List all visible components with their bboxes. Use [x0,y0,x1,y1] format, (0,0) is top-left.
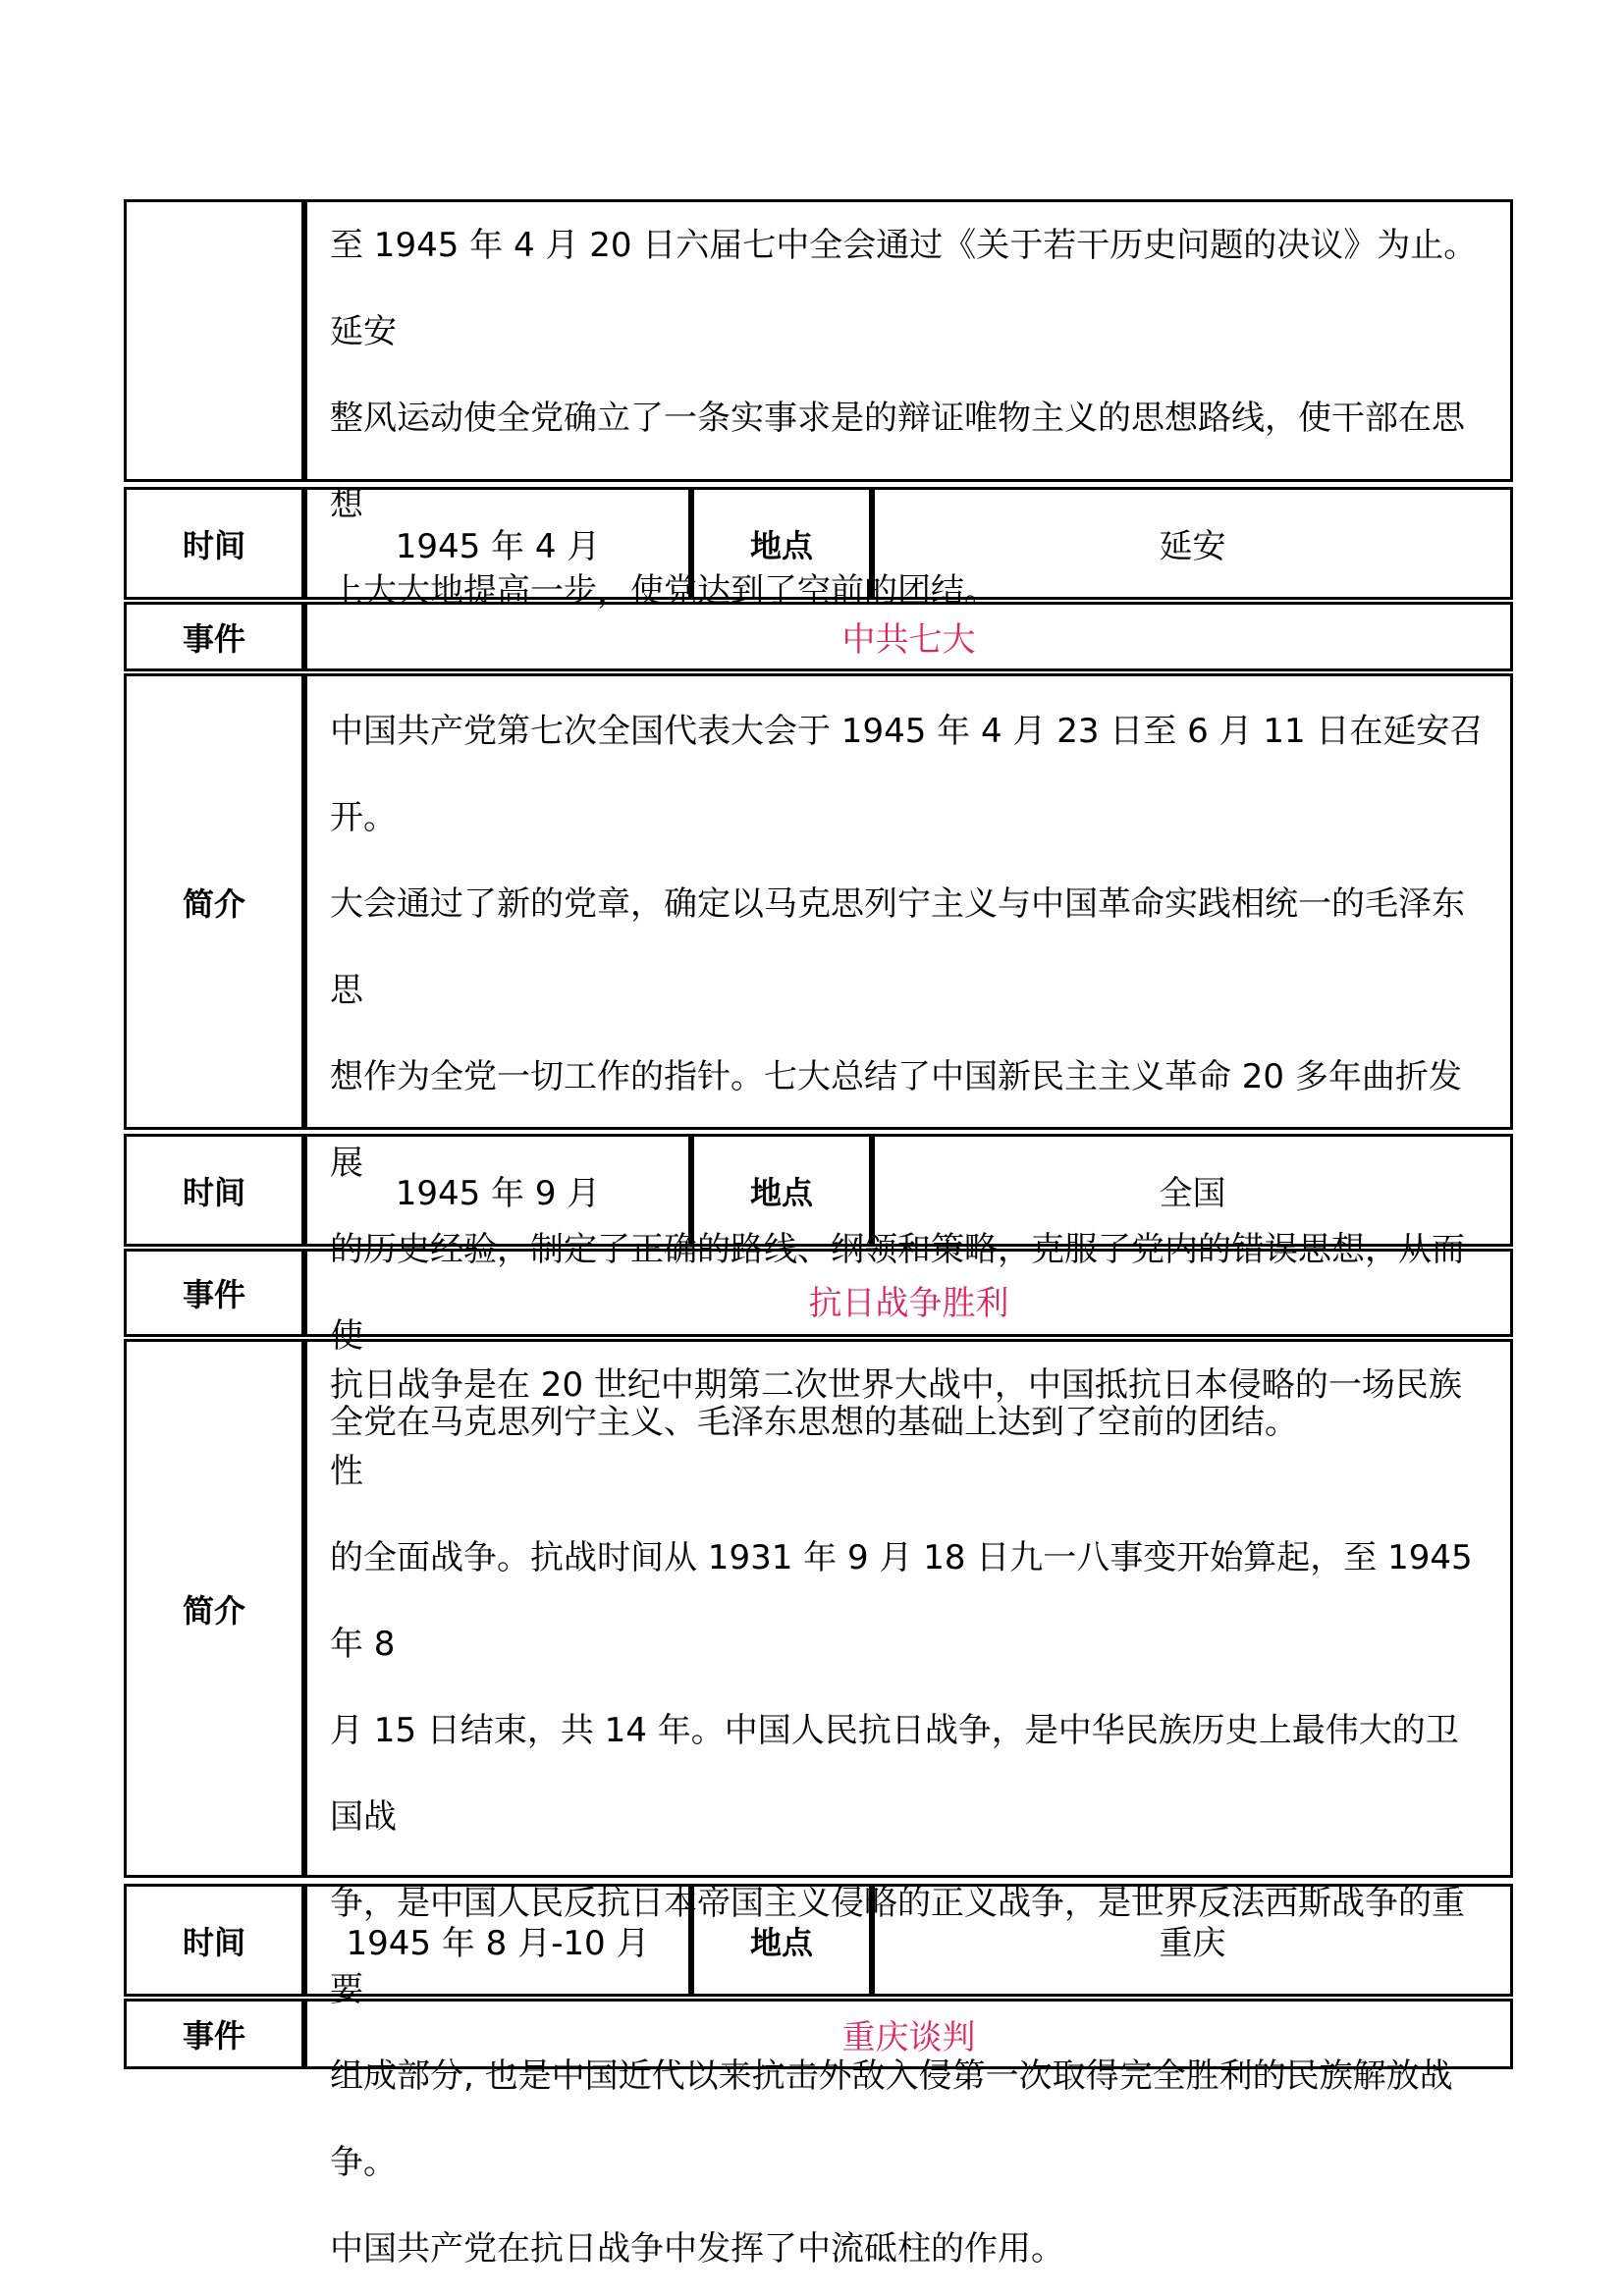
prev-summary-line: 至 1945 年 4 月 20 日六届七中全会通过《关于若干历史问题的决议》为止。延安 [330,226,1478,351]
event-title: 中共七大 [304,602,1513,671]
summary-label: 简介 [124,1339,304,1878]
summary-line: 的全面战争。抗战时间从 1931 年 9 月 18 日九一八事变开始算起，至 1945 年 8 [330,1538,1473,1664]
summary-line: 大会通过了新的党章，确定以马克思列宁主义与中国革命实践相统一的毛泽东思 [330,884,1465,1010]
time-value: 1945 年 4 月 [304,487,691,600]
time-value: 1945 年 8 月-10 月 [304,1884,691,1997]
place-value: 延安 [872,487,1513,600]
summary-line: 抗日战争是在 20 世纪中期第二次世界大战中，中国抵抗日本侵略的一场民族性 [330,1365,1462,1491]
summary-line: 想作为全党一切工作的指针。七大总结了中国新民主主义革命 20 多年曲折发展 [330,1057,1462,1183]
place-label: 地点 [691,1134,872,1247]
time-value: 1945 年 9 月 [304,1134,691,1247]
summary-line: 的历史经验，制定了正确的路线、纲领和策略，克服了党内的错误思想，从而使 [330,1230,1465,1356]
place-value: 重庆 [872,1884,1513,1997]
time-label: 时间 [124,487,304,600]
summary-line: 争，是中国人民反抗日本帝国主义侵略的正义战争，是世界反法西斯战争的重要 [330,1884,1465,2009]
event-label: 事件 [124,1999,304,2069]
event-label: 事件 [124,1249,304,1337]
event-label: 事件 [124,602,304,671]
time-label: 时间 [124,1884,304,1997]
summary-line: 中国共产党在抗日战争中发挥了中流砥柱的作用。 [330,2229,1064,2269]
place-value: 全国 [872,1134,1513,1247]
summary-label: 简介 [124,673,304,1130]
prev-summary-line: 上大大地提高一步，使党达到了空前的团结。 [330,571,998,611]
event-title: 抗日战争胜利 [304,1249,1513,1337]
time-label: 时间 [124,1134,304,1247]
event-title: 重庆谈判 [304,1999,1513,2069]
prev-summary-line: 整风运动使全党确立了一条实事求是的辩证唯物主义的思想路线，使干部在思想 [330,399,1465,524]
summary-line: 组成部分, 也是中国近代以来抗击外敌入侵第一次取得完全胜利的民族解放战争。 [330,2056,1453,2182]
summary-line: 全党在马克思列宁主义、毛泽东思想的基础上达到了空前的团结。 [330,1403,1298,1442]
place-label: 地点 [691,487,872,600]
prev-label-cell [124,199,304,482]
summary-line: 中国共产党第七次全国代表大会于 1945 年 4 月 23 日至 6 月 11 日在延安召开。 [330,712,1484,837]
summary-line: 月 15 日结束，共 14 年。中国人民抗日战争，是中华民族历史上最伟大的卫国战 [330,1711,1459,1837]
place-label: 地点 [691,1884,872,1997]
